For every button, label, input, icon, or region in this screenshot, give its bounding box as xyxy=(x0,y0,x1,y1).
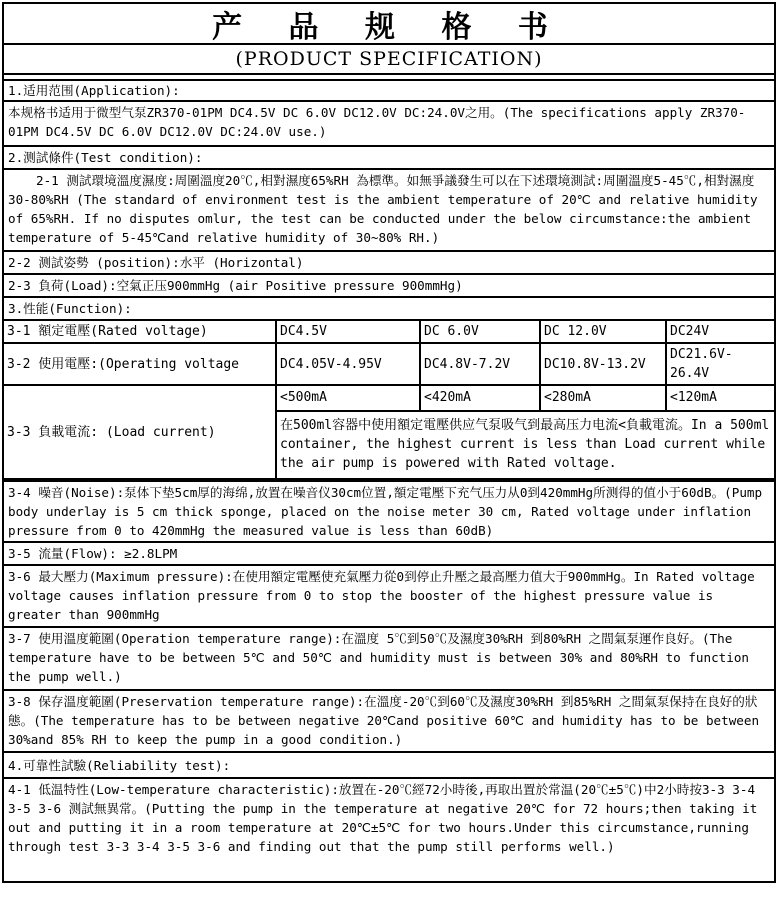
table-cell: DC24V xyxy=(666,321,775,343)
section-function-heading: 3.性能(Function): xyxy=(2,298,776,321)
table-cell: DC10.8V-13.2V xyxy=(540,343,666,385)
table-cell: DC4.8V-7.2V xyxy=(420,343,540,385)
voltage-current-table xyxy=(2,321,776,480)
table-cell: DC4.5V xyxy=(276,321,420,343)
load-current-note: 在500ml容器中使用額定電壓供应气泵吸气到最高压力电流<負載電流。In a 500ml container, the highest current is less than Load current while the air pump is powered with Rated voltage. xyxy=(276,411,775,479)
rated-voltage-label: 3-1 額定電壓(Rated voltage) xyxy=(3,321,276,343)
table-cell: <500mA xyxy=(276,385,420,411)
operation-temperature-spec: 3-7 使用溫度範圍(Operation temperature range):在溫度 5℃到50℃及濕度30%RH 到80%RH 之間氣泵運作良好。(The temperature have to be between 5℃ and 50℃ and humidity must is between 30% and 80%RH to function the pump well.) xyxy=(2,628,776,691)
application-text: 本规格书适用于微型气泵ZR370-01PM DC4.5V DC 6.0V DC12.0V DC:24.0V之用。(The specifications apply ZR370-01PM DC4.5V DC 6.0V DC12.0V DC:24.0V use.) xyxy=(2,102,776,147)
table-cell: DC 6.0V xyxy=(420,321,540,343)
test-position: 2-2 测試姿勢 (position):水平 (Horizontal) xyxy=(2,252,776,275)
spec-sheet xyxy=(2,2,776,883)
table-cell: <120mA xyxy=(666,385,775,411)
page-title: 产 品 规 格 书 xyxy=(212,9,566,45)
flow-spec: 3-5 流量(Flow): ≥2.8LPM xyxy=(2,543,776,566)
table-cell: <280mA xyxy=(540,385,666,411)
operating-voltage-label: 3-2 使用電壓:(Operating voltage xyxy=(3,343,276,385)
table-cell: DC4.05V-4.95V xyxy=(276,343,420,385)
low-temperature-test: 4-1 低温特性(Low-temperature characteristic):放置在-20℃經72小時後,再取出置於常温(20℃±5℃)中2小時按3-3 3-4 3-5 3-6 测試無異常。(Putting the pump in the temperature at negative 20℃ for 72 hours;then taking it out and putting it in a room temperature at 20℃±5℃ for two hours.Under this circumstance,running through test 3-3 3-4 3-5 3-6 and finding out that the pump still performs well.) xyxy=(2,779,776,883)
preservation-temperature-spec: 3-8 保存溫度範圍(Preservation temperature range):在溫度-20℃到60℃及濕度30%RH 到85%RH 之間氣泵保持在良好的狀態。(The temperature has to be between negative 20℃and positive 60℃ and humidity has to be between 30%and 85% RH to keep the pump in a good condition.) xyxy=(2,691,776,753)
page-subtitle: (PRODUCT SPECIFICATION) xyxy=(2,45,776,75)
max-pressure-spec: 3-6 最大壓力(Maximum pressure):在使用額定電壓使充氣壓力從0到停止升壓之最高壓力值大于900mmHg。In Rated voltage voltage causes inflation pressure from 0 to stop the booster of the highest pressure value is greater than 900mmHg xyxy=(2,566,776,628)
table-cell: DC21.6V-26.4V xyxy=(666,343,775,385)
table-row-load-current xyxy=(3,385,775,411)
test-environment-text: 2-1 测試環境溫度濕度:周圍溫度20℃,相對濕度65%RH 為標準。如無爭議發生可以在下述環境測試:周圍溫度5-45℃,相對濕度30-80%RH (The standard of environment test is the ambient temperature of 20℃ and relative humidity of 65%RH. If no disputes omlur, the test can be conducted under the below circumstance:the ambient temperature of 5-45℃and relative humidity of 30~80% RH.) xyxy=(2,170,776,252)
title-box xyxy=(2,2,776,45)
noise-spec: 3-4 噪音(Noise):泵体下垫5cm厚的海绵,放置在噪音仪30cm位置,額定電壓下充气压力从0到420mmHg所测得的值小于60dB。(Pump body underlay is 5 cm thick sponge, placed on the noise meter 30 cm, Rated voltage under inflation pressure from 0 to 420mmHg the measured value is less than 60dB) xyxy=(2,480,776,543)
load-current-label: 3-3 負載電流: (Load current) xyxy=(3,385,276,479)
table-cell: DC 12.0V xyxy=(540,321,666,343)
table-row-rated-voltage xyxy=(3,321,775,343)
section-reliability-heading: 4.可靠性試驗(Reliability test): xyxy=(2,753,776,779)
section-application-heading: 1.适用范围(Application): xyxy=(2,79,776,102)
table-cell: <420mA xyxy=(420,385,540,411)
table-row-operating-voltage xyxy=(3,343,775,385)
section-test-condition-heading: 2.测試條件(Test condition): xyxy=(2,147,776,170)
test-load: 2-3 負荷(Load):空氣正压900mmHg (air Positive pressure 900mmHg) xyxy=(2,275,776,298)
